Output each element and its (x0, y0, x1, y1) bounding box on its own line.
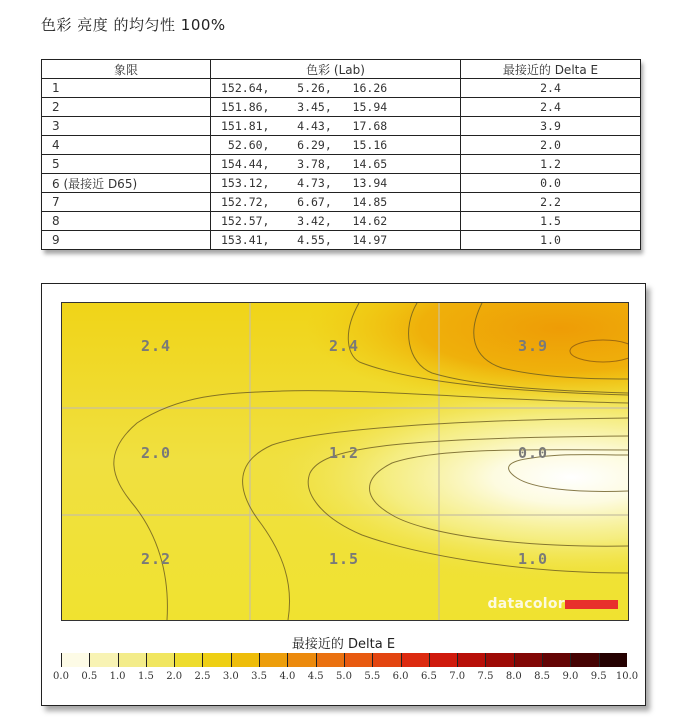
quadrant-cell: 6 (最接近 D65) (42, 174, 211, 193)
cell-value: 2.4 (328, 337, 360, 355)
lab-cell: 52.60, 6.29, 15.16 (211, 136, 461, 155)
colorbar-tick-label: 1.0 (109, 671, 126, 682)
colorbar-tick-label: 4.5 (307, 671, 324, 682)
table-row (42, 79, 641, 98)
colorbar-tick-label: 8.5 (534, 671, 551, 682)
cell-value: 2.2 (140, 550, 172, 568)
delta-e-cell: 1.0 (461, 231, 641, 250)
quadrant-cell: 9 (42, 231, 211, 250)
lab-cell: 151.86, 3.45, 15.94 (211, 98, 461, 117)
lab-cell: 152.72, 6.67, 14.85 (211, 193, 461, 212)
lab-table (41, 59, 640, 250)
lab-cell: 153.41, 4.55, 14.97 (211, 231, 461, 250)
lab-cell: 154.44, 3.78, 14.65 (211, 155, 461, 174)
colorbar-segment (542, 653, 570, 667)
table-row (42, 174, 641, 193)
uniformity-chart-panel (41, 283, 646, 706)
header-lab: 色彩 (Lab) (211, 60, 461, 79)
colorbar-segment (202, 653, 230, 667)
colorbar-tick-label: 2.5 (194, 671, 211, 682)
lab-cell: 152.64, 5.26, 16.26 (211, 79, 461, 98)
delta-e-cell: 1.2 (461, 155, 641, 174)
logo-text: datacolor (487, 596, 565, 612)
colorbar-segment (344, 653, 372, 667)
colorbar-tick-label: 4.0 (279, 671, 296, 682)
colorbar-segment (401, 653, 429, 667)
cell-value: 2.0 (140, 444, 172, 462)
colorbar-segment (599, 653, 627, 667)
table-row (42, 98, 641, 117)
logo-red-bar (565, 600, 618, 609)
quadrant-cell: 3 (42, 117, 211, 136)
cell-value: 1.2 (328, 444, 360, 462)
colorbar-segment (118, 653, 146, 667)
colorbar-tick-label: 7.5 (477, 671, 494, 682)
delta-e-cell: 0.0 (461, 174, 641, 193)
colorbar-tick-label: 1.5 (137, 671, 154, 682)
quadrant-cell: 1 (42, 79, 211, 98)
colorbar-segment (61, 653, 89, 667)
datacolor-logo (487, 596, 618, 612)
colorbar-segment (287, 653, 315, 667)
colorbar-tick-label: 2.0 (166, 671, 183, 682)
lab-cell: 152.57, 3.42, 14.62 (211, 212, 461, 231)
table-row (42, 193, 641, 212)
lab-cell: 153.12, 4.73, 13.94 (211, 174, 461, 193)
colorbar-tick-label: 3.5 (251, 671, 268, 682)
colorbar-segment (174, 653, 202, 667)
colorbar-tick-label: 7.0 (449, 671, 466, 682)
table-row (42, 117, 641, 136)
colorbar-tick-label: 0.0 (53, 671, 69, 682)
colorbar-tick-label: 9.5 (590, 671, 607, 682)
colorbar-tick-label: 3.0 (222, 671, 239, 682)
contour-plot (61, 302, 629, 621)
cell-value: 1.0 (517, 550, 549, 568)
cell-value: 1.5 (328, 550, 360, 568)
colorbar-segment (457, 653, 485, 667)
quadrant-cell: 2 (42, 98, 211, 117)
delta-e-cell: 1.5 (461, 212, 641, 231)
delta-e-cell: 2.2 (461, 193, 641, 212)
colorbar-tick-label: 6.0 (392, 671, 409, 682)
delta-e-cell: 2.0 (461, 136, 641, 155)
header-quadrant: 象限 (42, 60, 211, 79)
colorbar-segment (372, 653, 400, 667)
colorbar-segment (570, 653, 598, 667)
colorbar-tick-label: 6.5 (420, 671, 437, 682)
table-row (42, 136, 641, 155)
colorbar-tick-label: 8.0 (505, 671, 522, 682)
table-row (42, 231, 641, 250)
colorbar-segment (259, 653, 287, 667)
colorbar-ticks (44, 671, 644, 685)
delta-e-cell: 3.9 (461, 117, 641, 136)
cell-value: 0.0 (517, 444, 549, 462)
colorbar-segment (231, 653, 259, 667)
colorbar-segment (514, 653, 542, 667)
colorbar-segment (146, 653, 174, 667)
quadrant-cell: 7 (42, 193, 211, 212)
quadrant-cell: 5 (42, 155, 211, 174)
page-title: 色彩 亮度 的均匀性 100% (41, 16, 226, 34)
colorbar-tick-label: 5.5 (364, 671, 381, 682)
colorbar-tick-label: 5.0 (336, 671, 352, 682)
table-row (42, 155, 641, 174)
delta-e-cell: 2.4 (461, 79, 641, 98)
colorbar-tick-label: 9.0 (562, 671, 579, 682)
header-delta-e: 最接近的 Delta E (461, 60, 641, 79)
delta-e-cell: 2.4 (461, 98, 641, 117)
colorbar-title: 最接近的 Delta E (291, 637, 396, 652)
colorbar-segment (89, 653, 117, 667)
colorbar-segment (429, 653, 457, 667)
quadrant-cell: 8 (42, 212, 211, 231)
colorbar-tick-label: 0.5 (81, 671, 98, 682)
colorbar-tick-label: 10.0 (615, 671, 639, 682)
colorbar-segment (316, 653, 344, 667)
table-row (42, 212, 641, 231)
colorbar-segment (485, 653, 513, 667)
cell-value: 2.4 (140, 337, 172, 355)
colorbar (61, 653, 627, 667)
cell-value: 3.9 (517, 337, 549, 355)
lab-cell: 151.81, 4.43, 17.68 (211, 117, 461, 136)
quadrant-cell: 4 (42, 136, 211, 155)
